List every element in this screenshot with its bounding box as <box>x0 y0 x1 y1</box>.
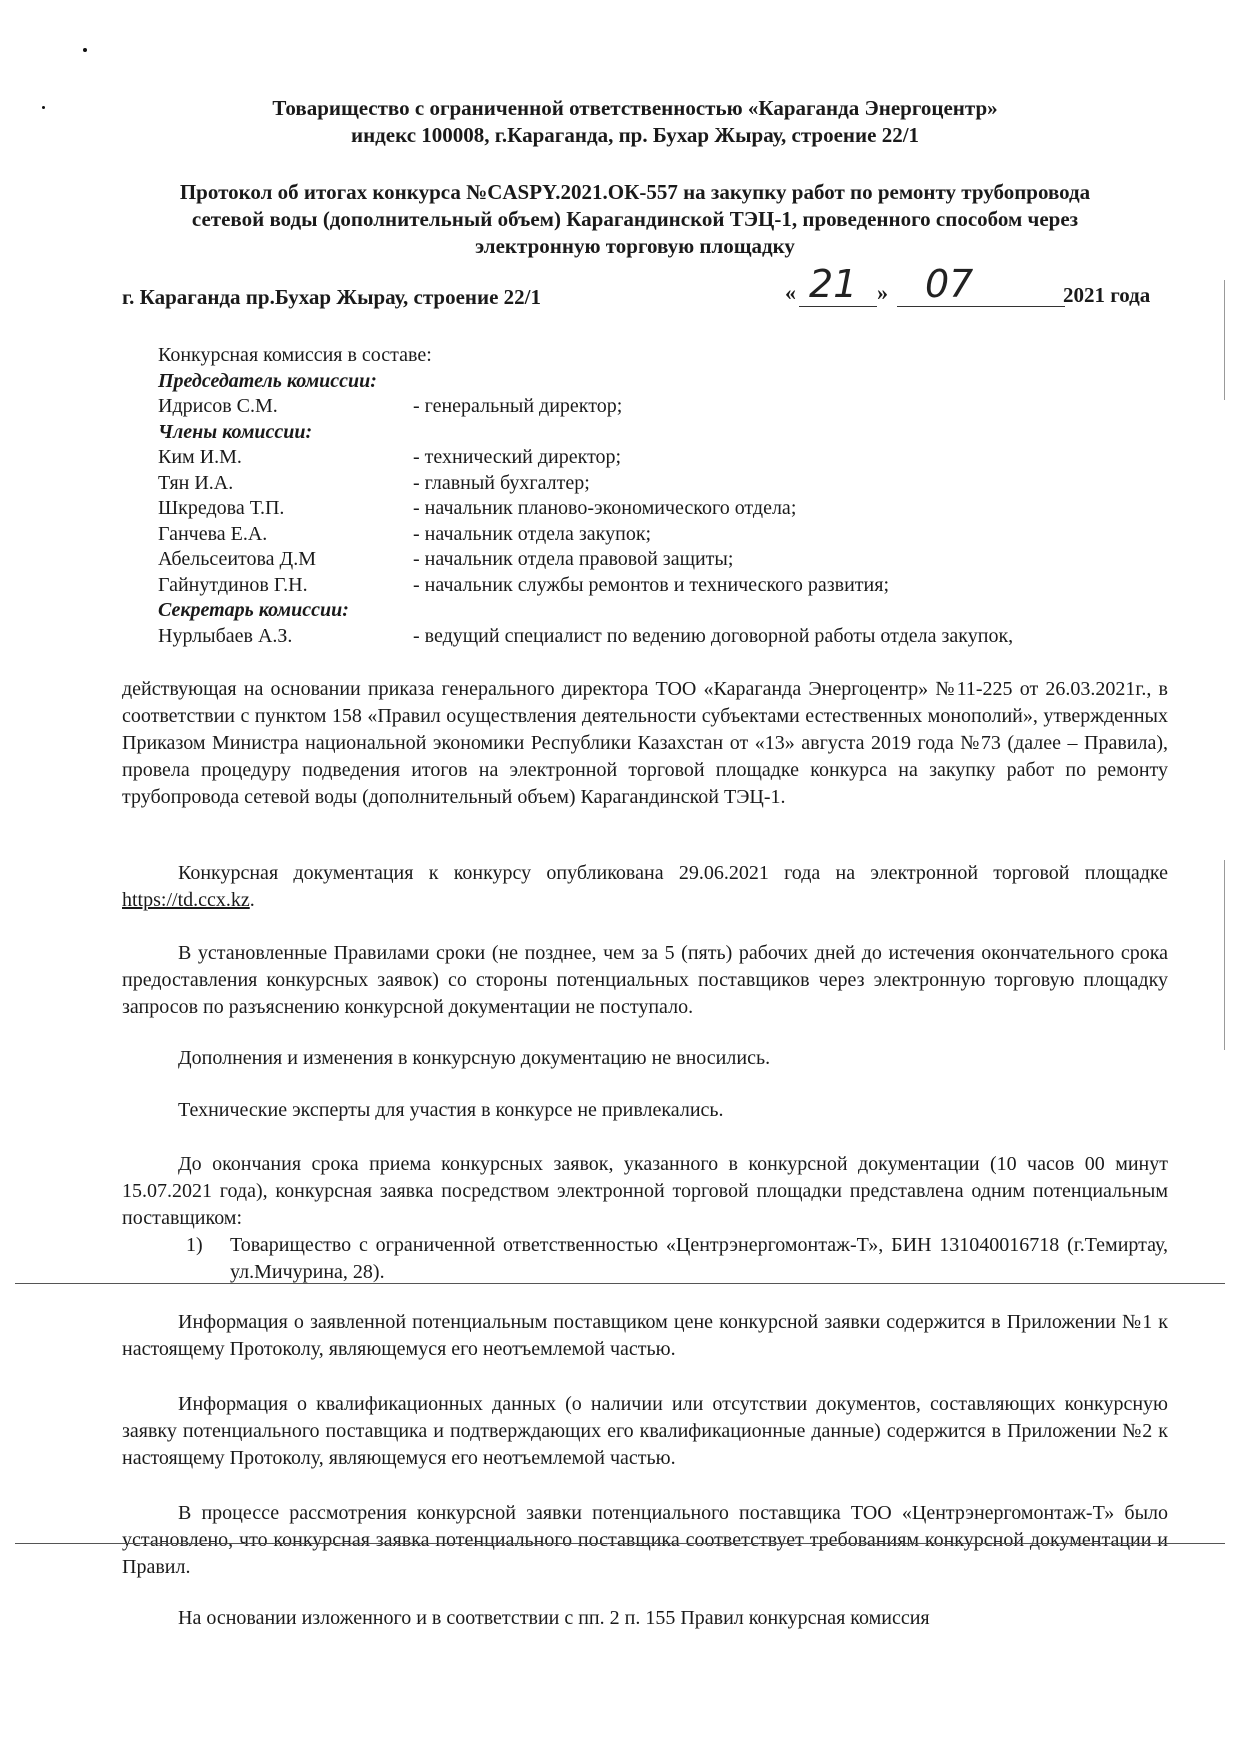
member-role: - начальник планово-экономического отдела; <box>413 497 797 519</box>
member-role: - начальник отдела правовой защиты; <box>413 548 734 570</box>
date-close-quote: » <box>877 280 888 305</box>
member-name: Ким И.М. <box>158 446 242 468</box>
supplier-details: Товарищество с ограниченной ответственностью «Центрэнергомонтаж-Т», БИН 131040016718 (г.Темиртау, ул.Мичурина, 28). <box>230 1234 1168 1283</box>
member-role: - генеральный директор; <box>413 395 623 417</box>
paragraph-clarifications: В установленные Правилами сроки (не позднее, чем за 5 (пять) рабочих дней до истечения окончательного срока предоставления конкурсных заявок) со стороны потенциальных поставщиков через электронную торговую площадку запросов по разъяснению конкурсной документации не поступало. <box>122 942 1168 1018</box>
paragraph-price-info: Информация о заявленной потенциальным поставщиком цене конкурсной заявки содержится в Приложении №1 к настоящему Протоколу, являющемуся его неотъемлемой частью. <box>122 1311 1168 1360</box>
member-role: - главный бухгалтер; <box>413 471 590 494</box>
commission-member-row <box>158 496 1013 522</box>
member-name: Тян И.А. <box>158 471 234 494</box>
scan-line <box>15 1283 1225 1284</box>
paragraph-bids-received: До окончания срока приема конкурсных заявок, указанного в конкурсной документации (10 часов 00 минут 15.07.2021 года), конкурсная заявка посредством электронной торговой площадки представлена одним потенциальным поставщиком: <box>122 1153 1168 1229</box>
member-name: Шкредова Т.П. <box>158 497 285 519</box>
scan-margin-marks <box>1224 860 1225 1050</box>
commission-member-row <box>158 547 1013 573</box>
scan-speck <box>83 48 87 52</box>
members-heading: Члены комиссии: <box>158 420 313 443</box>
commission-member-row <box>158 522 1013 548</box>
date-year: 2021 года <box>1063 283 1151 307</box>
member-name: Абельсеитова Д.М <box>158 548 316 570</box>
member-role: - начальник отдела закупок; <box>413 522 652 545</box>
commission-member-row <box>158 573 1013 599</box>
organization-address: индекс 100008, г.Караганда, пр. Бухар Жырау, строение 22/1 <box>350 123 920 147</box>
member-role: - начальник службы ремонтов и технического развития; <box>413 573 889 596</box>
protocol-title-line: сетевой воды (дополнительный объем) Карагандинской ТЭЦ-1, проведенного способом через <box>191 207 1079 231</box>
platform-link[interactable]: https://td.ccx.kz <box>122 889 250 911</box>
scan-line <box>15 1543 1225 1544</box>
place-line: г. Караганда пр.Бухар Жырау, строение 22/1 <box>122 285 542 309</box>
list-number: 1) <box>186 1234 203 1256</box>
commission-member-row <box>158 445 1013 471</box>
member-name: Идрисов С.М. <box>158 395 278 417</box>
member-name: Гайнутдинов Г.Н. <box>158 573 308 596</box>
paragraph-experts: Технические эксперты для участия в конкурсе не привлекались. <box>178 1099 724 1121</box>
publication-end: . <box>249 889 255 911</box>
publication-text: Конкурсная документация к конкурсу опубликована 29.06.2021 года на электронной торговой площадке <box>178 862 1168 884</box>
paragraph-review-result: В процессе рассмотрения конкурсной заявки потенциального поставщика ТОО «Центрэнергомонтаж-Т» было установлено, что конкурсная заявка потенциального поставщика соответствует требованиям конкурсной документации и Правил. <box>122 1502 1168 1578</box>
commission-intro: Конкурсная комиссия в составе: <box>158 344 432 366</box>
date-line <box>785 262 1170 310</box>
member-role: - ведущий специалист по ведению договорной работы отдела закупок, <box>413 624 1014 647</box>
member-role: - технический директор; <box>413 446 622 468</box>
member-name: Ганчева Е.А. <box>158 522 268 545</box>
commission-block <box>158 343 1013 649</box>
protocol-title-line: электронную торговую площадку <box>475 234 795 258</box>
handwritten-month: 07 <box>925 262 974 306</box>
supplier-list-item <box>186 1232 1168 1286</box>
scan-margin-marks <box>1224 280 1225 400</box>
commission-member-row <box>158 471 1013 497</box>
protocol-title <box>100 179 1170 260</box>
day-underline <box>799 306 877 307</box>
month-underline <box>897 306 1065 307</box>
paragraph-qualification-info: Информация о квалификационных данных (о наличии или отсутствии документов, составляющих конкурсную заявку потенциального поставщика и подтверждающих его квалификационные данные) содержится в Приложении №2 к настоящему Протоколу, являющемуся его неотъемлемой частью. <box>122 1393 1168 1469</box>
paragraph-publication <box>122 860 1168 914</box>
commission-member-row <box>158 394 1013 420</box>
protocol-title-line: Протокол об итогах конкурса №CASPY.2021.ОК-557 на закупку работ по ремонту трубопровода <box>179 180 1091 204</box>
scan-speck <box>42 106 45 109</box>
secretary-heading: Секретарь комиссии: <box>158 599 349 621</box>
organization-name: Товарищество с ограниченной ответственностью «Караганда Энергоцентр» <box>272 96 998 120</box>
commission-member-row <box>158 624 1013 650</box>
chair-heading: Председатель комиссии: <box>158 369 377 392</box>
date-open-quote: « <box>785 280 796 305</box>
paragraph-basis: действующая на основании приказа генерального директора ТОО «Караганда Энергоцентр» №11-225 от 26.03.2021г., в соответствии с пунктом 158 «Правил осуществления деятельности субъектами естественных монополий», утвержденных Приказом Министра национальной экономики Республики Казахстан от «13» августа 2019 года №73 (далее – Правила), провела процедуру подведения итогов на электронной торговой площадке конкурса на закупку работ по ремонту трубопровода сетевой воды (дополнительный объем) Карагандинской ТЭЦ-1. <box>122 678 1168 808</box>
handwritten-day: 21 <box>809 262 858 306</box>
paragraph-amendments: Дополнения и изменения в конкурсную документацию не вносились. <box>178 1047 771 1069</box>
member-name: Нурлыбаев А.З. <box>158 624 293 647</box>
organization-header <box>100 95 1170 149</box>
paragraph-conclusion: На основании изложенного и в соответствии с пп. 2 п. 155 Правил конкурсная комиссия <box>178 1607 930 1629</box>
